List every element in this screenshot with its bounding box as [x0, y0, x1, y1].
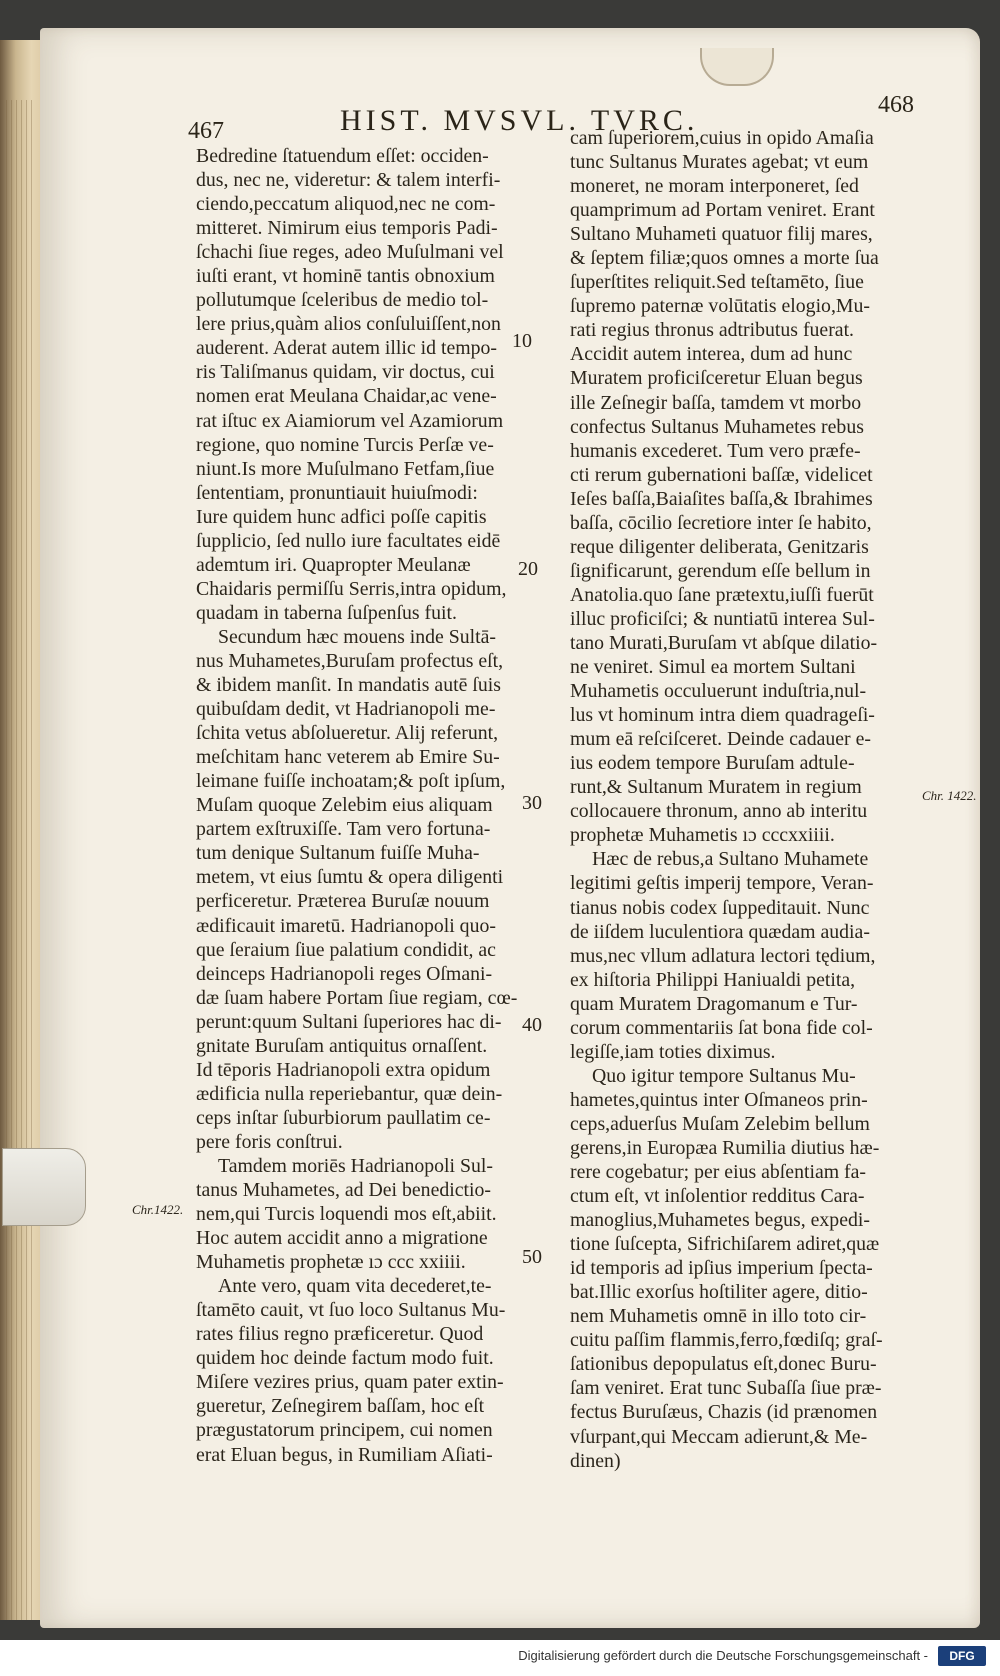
funding-notice: Digitalisierung gefördert durch die Deutsche Forschungsgemeinschaft - [518, 1648, 928, 1663]
left-column-line: ædificauit imaretū. Hadrianopoli quo- [196, 914, 496, 937]
right-column-line: moneret, ne moram interponeret, ſed [570, 175, 859, 198]
left-column-line: Iure quidem hunc adfici poſſe capitis [196, 505, 487, 528]
left-column-line: Tamdem moriēs Hadrianopoli Sul- [218, 1154, 493, 1177]
right-column-line: Accidit autem interea, dum ad hunc [570, 343, 853, 366]
right-column-line: ille Zeſnegir baſſa, tamdem vt morbo [570, 391, 862, 414]
right-column-line: rati regius thronus adtributus fuerat. [570, 319, 855, 342]
left-column-line: gnitate Buruſam antiquitus ornaſſent. [196, 1034, 488, 1057]
right-column-line: confectus Sultanus Muhametes rebus [570, 415, 864, 438]
right-column-line: fectus Buruſæus, Chazis (id prænomen [570, 1401, 878, 1424]
right-column-line: collocauere thronum, anno ab interitu [570, 800, 868, 823]
page-number-left: 467 [188, 118, 224, 144]
right-column-line: ctum eſt, vt inſolentior redditus Cara- [570, 1185, 865, 1208]
margin-note-right: Chr. 1422. [922, 788, 977, 803]
left-column-line: Chaidaris permiſſu Serris,intra opidum, [196, 577, 507, 600]
left-column-line: mitteret. Nimirum eius temporis Padi- [196, 217, 498, 240]
right-column-line: gerens,in Europæa Rumilia diutius hæ- [570, 1136, 880, 1159]
right-column-line: ius eodem tempore Buruſam adtule- [570, 752, 855, 775]
right-column-line: ſignificarunt, gerendum eſſe bellum in [570, 559, 871, 582]
left-column-line: ciendo,peccatum aliquod,nec ne com- [196, 193, 496, 216]
right-column-line: Ieſes baſſa,Baiaſites baſſa,& Ibrahimes [570, 487, 873, 510]
right-column-line: mum eā reſciſceret. Deinde cadauer e- [570, 728, 871, 751]
left-column-line: ſupplicio, ſed nullo iure facultates eidē [196, 529, 501, 552]
right-column-line: cam ſuperiorem,cuius in opido Amaſia [570, 127, 874, 149]
left-column-line: partem exſtruxiſſe. Tam vero fortuna- [196, 818, 491, 841]
left-column-line: niunt.Is more Muſulmano Fetfam,ſiue [196, 457, 495, 480]
right-column-line: ſuperſtites reliquit.Sed teſtamēto, ſiue [570, 271, 864, 294]
running-title: HIST. MVSVL. TVRC. [340, 104, 699, 137]
left-column-line: Ante vero, quam vita decederet,te- [218, 1275, 492, 1298]
left-column-line: ſtamēto cauit, vt ſuo loco Sultanus Mu- [196, 1299, 506, 1322]
left-column-line: prægustatorum principem, cui nomen [196, 1419, 493, 1442]
right-column-line: corum commentariis ſat bona fide col- [570, 1016, 873, 1039]
left-column-line: tanus Muhametes, ad Dei benedictio- [196, 1179, 491, 1202]
right-column-line: dinen) [570, 1449, 621, 1472]
left-column-line: lere prius,quàm alios conſuluiſſent,non [196, 313, 501, 336]
left-column-line: nus Muhametes,Buruſam profectus eſt, [196, 649, 504, 672]
right-column-line: Quo igitur tempore Sultanus Mu- [592, 1064, 856, 1087]
left-column-line: Muſam quoque Zelebim eius aliquam [196, 794, 493, 817]
left-column-line: gueretur, Zeſnegirem baſſam, hoc eſt [196, 1395, 485, 1418]
left-column-line: auderent. Aderat autem illic id tempo- [196, 337, 498, 360]
right-column-line: id temporis ad ipſius imperium ſpecta- [570, 1257, 873, 1280]
left-column-line: rates filius regno præficeretur. Quod [196, 1323, 484, 1346]
left-column-line: perunt:quum Sultani ſuperiores hac di- [196, 1010, 502, 1033]
dfg-logo: DFG [938, 1646, 986, 1666]
left-column-line: ſententiam, pronuntiauit huiuſmodi: [196, 481, 478, 504]
left-column-line: metem, vt eius ſumtu & opera diligenti [196, 866, 504, 889]
line-number-20: 20 [518, 558, 538, 580]
left-column-line: perficeretur. Præterea Buruſæ nouum [196, 890, 490, 913]
bookmark-tab [700, 48, 774, 86]
left-column-line: quibuſdam dedit, vt Hadrianopoli me- [196, 698, 496, 721]
left-column-line: leimane fuiſſe inchoatam;& poſt ipſum, [196, 770, 506, 793]
right-column-line: Hæc de rebus,a Sultano Muhamete [592, 848, 869, 871]
right-column-line: Sultano Muhameti quatuor filij mares, [570, 223, 873, 246]
right-column-line: ceps,aduerſus Muſam Zelebim bellum [570, 1112, 870, 1135]
right-column-line: reque diligenter deliberata, Genitzaris [570, 535, 869, 558]
left-column-line: quidem hoc deinde factum modo fuit. [196, 1347, 494, 1370]
right-column-line: ex hiſtoria Philippi Haniualdi petita, [570, 968, 856, 991]
line-number-10: 10 [512, 330, 532, 352]
right-column-line: runt,& Sultanum Muratem in regium [570, 776, 862, 799]
left-column-line: Miſere vezires prius, quam pater extin- [196, 1371, 504, 1394]
right-column-line: ſam veniret. Erat tunc Subaſſa ſiue præ- [570, 1377, 882, 1400]
left-column-line: ris Taliſmanus quidam, vir doctus, cui [196, 361, 495, 384]
left-column-line: pere foris conſtrui. [196, 1130, 343, 1153]
right-column-line: lus vt hominum intra diem quadrageſi- [570, 704, 875, 727]
right-column-line: Muratem proficiſceretur Eluan begus [570, 367, 863, 390]
right-column-line: tano Murati,Buruſam vt abſque dilatio- [570, 631, 878, 654]
left-column-line: que ſeraium ſiue palatium condidit, ac [196, 938, 496, 961]
left-column-line: ceps inſtar ſuburbiorum paullatim ce- [196, 1106, 491, 1129]
right-column-line: manoglius,Muhametes begus, expedi- [570, 1209, 870, 1232]
line-number-50: 50 [522, 1246, 542, 1268]
right-column-line: tunc Sultanus Murates agebat; vt eum [570, 151, 869, 174]
right-column-line: ſupremo paternæ volūtatis elogio,Mu- [570, 295, 870, 318]
right-column-line: nem Muhametis omnē in illo toto cir- [570, 1305, 867, 1328]
left-column-line: rat iſtuc ex Aiamiorum vel Azamiorum [196, 409, 504, 432]
margin-note-left: Chr.1422. [132, 1202, 184, 1217]
right-column-line: baſſa, cōcilio ſecretiore inter ſe habito, [570, 511, 872, 534]
left-column-line: Bedredine ſtatuendum eſſet: occiden- [196, 145, 489, 167]
right-column-line: legitimi geſtis imperij tempore, Veran- [570, 872, 874, 895]
right-column-line: mus,nec vllum adlatura lectori tędium, [570, 944, 876, 967]
right-column-line: hametes,quintus inter Oſmaneos prin- [570, 1088, 868, 1111]
line-number-30: 30 [522, 792, 542, 814]
right-column-line: humanis excederet. Tum vero præfe- [570, 439, 861, 462]
right-column-line: legiſſe,iam toties diximus. [570, 1040, 776, 1063]
left-column-line: regione, quo nomine Turcis Perſæ ve- [196, 433, 494, 456]
right-column-line: & ſeptem filiæ;quos omnes a morte ſua [570, 247, 879, 270]
right-column-line: ſationibus depopulatus eſt,donec Buru- [570, 1353, 877, 1376]
right-column-line: prophetæ Muhametis ıɔ cccxxiiii. [570, 824, 835, 847]
right-column-line: de iiſdem luculentiora quædam audia- [570, 920, 870, 943]
right-column-line: Muhametis occuluerunt induſtria,nul- [570, 680, 867, 703]
text-column-left [196, 144, 536, 1467]
left-column-line: ædificia nulla reperiebantur, quæ dein- [196, 1082, 503, 1105]
right-column-line: illuc proficiſci; & nuntiatū interea Sul- [570, 607, 875, 630]
right-column-line: ne veniret. Simul ea mortem Sultani [570, 656, 856, 679]
right-column-line: quam Muratem Dragomanum e Tur- [570, 992, 858, 1015]
left-column-line: ſchita vetus abſolueretur. Alij referunt, [196, 722, 499, 745]
right-column-line: tianus nobis codex ſuppeditauit. Nunc [570, 896, 870, 919]
right-column-line: tione ſuſcepta, Sifrichiſarem adiret,quæ [570, 1233, 880, 1256]
left-column-line: erat Eluan begus, in Rumiliam Aſiati- [196, 1443, 493, 1466]
left-column-line: deinceps Hadrianopoli reges Oſmani- [196, 962, 493, 985]
right-column-line: rere cogebatur; per eius abſentiam fa- [570, 1161, 867, 1184]
right-column-line: cuitu paſſim flammis,ferro,fœdiſq; graſ- [570, 1329, 883, 1352]
left-column-line: Id tēporis Hadrianopoli extra opidum [196, 1058, 491, 1081]
page-strap [2, 1148, 86, 1226]
left-column-line: tum denique Sultanum fuiſſe Muha- [196, 842, 480, 865]
left-column-line: meſchitam hanc veterem ab Emire Su- [196, 746, 500, 769]
right-column-line: Anatolia.quo ſane prætextu,iuſſi fuerūt [570, 583, 874, 606]
right-column-line: bat.Illic exorſus hoſtiliter agere, ditio- [570, 1281, 868, 1304]
left-column-line: quadam in taberna ſuſpenſus fuit. [196, 601, 457, 624]
left-column-line: ſchachi ſiue reges, adeo Muſulmani vel [196, 241, 504, 264]
right-column-line: cti rerum gubernationi baſſæ, videlicet [570, 463, 873, 486]
left-column-line: & ibidem manſit. In mandatis autē ſuis [196, 674, 501, 697]
page-number-right: 468 [878, 92, 914, 118]
left-column-line: pollutumque ſceleribus de medio tol- [196, 289, 489, 312]
footer-bar [0, 1640, 1000, 1676]
left-column-line: Secundum hæc mouens inde Sultā- [218, 625, 496, 648]
left-column-line: Muhametis prophetæ ıɔ ccc xxiiii. [196, 1251, 466, 1274]
page-edges [6, 100, 36, 1620]
left-column-line: dus, nec ne, videretur: & talem interfi- [196, 169, 501, 192]
text-column-right [570, 126, 930, 1473]
left-column-line: nem,qui Turcis loquendi mos eſt,abiit. [196, 1203, 497, 1226]
left-column-line: ademtum iri. Quapropter Meulanæ [196, 553, 471, 576]
right-column-line: vſurpant,qui Meccam adierunt,& Me- [570, 1425, 868, 1448]
right-column-line: quamprimum ad Portam veniret. Erant [570, 199, 875, 222]
left-column-line: dæ ſuam habere Portam ſiue regiam, cœ- [196, 986, 518, 1009]
line-number-40: 40 [522, 1014, 542, 1036]
left-column-line: Hoc autem accidit anno a migratione [196, 1227, 488, 1250]
left-column-line: nomen erat Meulana Chaidar,ac vene- [196, 385, 497, 408]
left-column-line: iuſti erant, vt hominē tantis obnoxium [196, 265, 495, 288]
